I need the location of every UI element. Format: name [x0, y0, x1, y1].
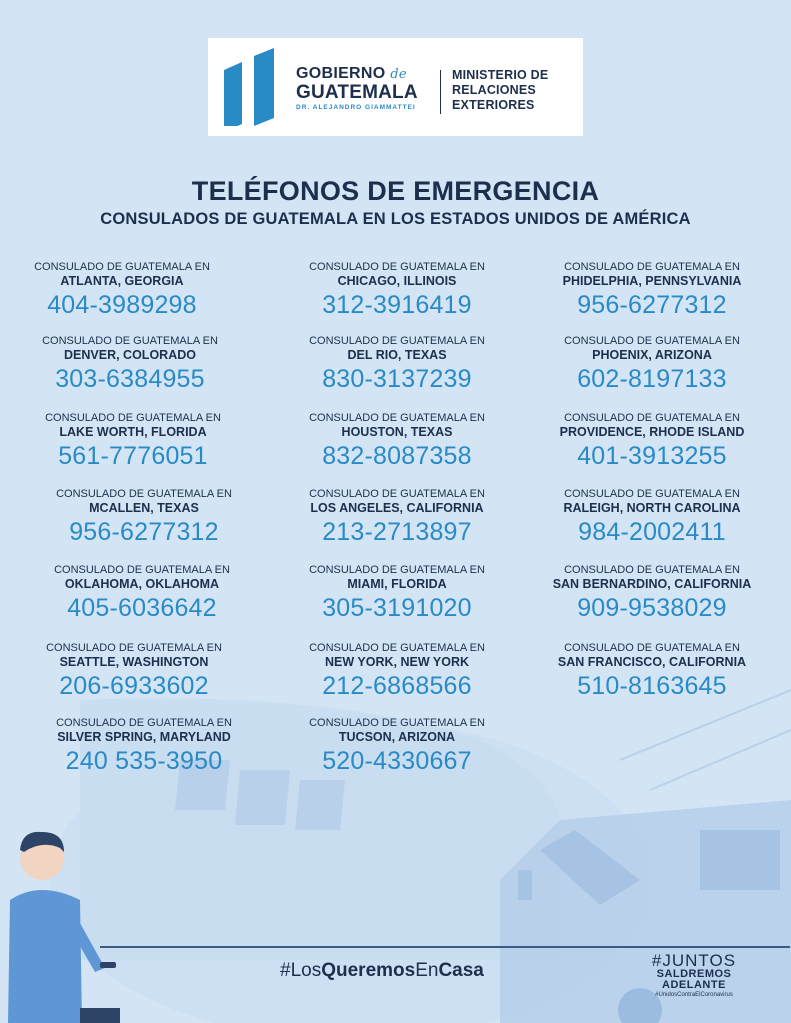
consulate-prefix: CONSULADO DE GUATEMALA EN: [309, 335, 485, 347]
consulate-phone[interactable]: 956-6277312: [577, 291, 727, 319]
consulate-city: SILVER SPRING, MARYLAND: [57, 730, 231, 744]
saldremos-text: SALDREMOS: [656, 968, 732, 980]
consulate-phone[interactable]: 956-6277312: [69, 518, 219, 546]
consulate-prefix: CONSULADO DE GUATEMALA EN: [309, 412, 485, 424]
logo-guatemala: GUATEMALA: [296, 82, 418, 103]
guatemala-flag-bars-icon: [222, 48, 286, 126]
consulate-phone[interactable]: 401-3913255: [577, 442, 727, 470]
consulate-phone[interactable]: 602-8197133: [577, 365, 727, 393]
consulate-city: HOUSTON, TEXAS: [341, 425, 453, 439]
logo-divider: [440, 70, 441, 114]
consulate-city: RALEIGH, NORTH CAROLINA: [563, 501, 741, 515]
consulate-entry: [19, 487, 269, 547]
hashtag-word-1: Los: [290, 960, 322, 981]
consulate-prefix: CONSULADO DE GUATEMALA EN: [45, 412, 221, 424]
government-logo: [208, 38, 583, 136]
hashtag-campaign: [280, 960, 484, 982]
consulate-phone[interactable]: 510-8163645: [577, 672, 727, 700]
consulate-city: PROVIDENCE, RHODE ISLAND: [559, 425, 745, 439]
logo-de: de: [390, 67, 407, 82]
consulate-entry: [272, 716, 522, 776]
consulate-prefix: CONSULADO DE GUATEMALA EN: [309, 564, 485, 576]
consulate-phone[interactable]: 909-9538029: [577, 594, 727, 622]
juntos-logo: [644, 952, 744, 1000]
consulate-prefix: CONSULADO DE GUATEMALA EN: [564, 261, 740, 273]
consulate-city: SEATTLE, WASHINGTON: [59, 655, 209, 669]
consulate-prefix: CONSULADO DE GUATEMALA EN: [564, 564, 740, 576]
consulate-entry: [272, 563, 522, 623]
consulate-city: CHICAGO, ILLINOIS: [337, 274, 457, 288]
ministerio-wordmark: [452, 68, 548, 113]
consulate-phone[interactable]: 212-6868566: [322, 672, 472, 700]
consulate-phone[interactable]: 206-6933602: [59, 672, 209, 700]
consulate-entry: [272, 641, 522, 701]
consulate-entry: [272, 260, 522, 320]
consulate-phone[interactable]: 312-3916419: [322, 291, 472, 319]
consulate-city: MCALLEN, TEXAS: [89, 501, 199, 515]
consulate-city: ATLANTA, GEORGIA: [60, 274, 184, 288]
ministerio-line2: RELACIONES: [452, 83, 536, 97]
consulate-phone[interactable]: 984-2002411: [578, 518, 726, 546]
consulate-city: DENVER, COLORADO: [64, 348, 196, 362]
logo-gobierno: GOBIERNO: [296, 65, 386, 82]
consulate-city: SAN BERNARDINO, CALIFORNIA: [552, 577, 752, 591]
consulate-city: NEW YORK, NEW YORK: [325, 655, 469, 669]
ministerio-line3: EXTERIORES: [452, 98, 535, 112]
consulate-phone[interactable]: 405-6036642: [67, 594, 217, 622]
juntos-text: #JUNTOS: [651, 951, 737, 970]
hashtag-hash: #: [280, 960, 291, 981]
consulate-entry: [8, 411, 258, 471]
consulate-city: TUCSON, ARIZONA: [338, 730, 456, 744]
hashtag-word-3: En: [415, 960, 439, 981]
consulate-city: LOS ANGELES, CALIFORNIA: [310, 501, 484, 515]
consulate-city: PHIDELPHIA, PENNSYLVANIA: [562, 274, 742, 288]
consulate-entry: [5, 334, 255, 394]
consulate-city: LAKE WORTH, FLORIDA: [59, 425, 207, 439]
consulate-phone[interactable]: 303-6384955: [55, 365, 205, 393]
consulate-prefix: CONSULADO DE GUATEMALA EN: [564, 488, 740, 500]
consulate-entry: [17, 563, 267, 623]
consulate-phone[interactable]: 520-4330667: [322, 747, 472, 775]
consulate-phone[interactable]: 561-7776051: [58, 442, 208, 470]
consulate-phone[interactable]: 305-3191020: [322, 594, 472, 622]
consulate-entry: [9, 641, 259, 701]
consulate-entry: [527, 487, 777, 547]
consulate-city: OKLAHOMA, OKLAHOMA: [64, 577, 220, 591]
consulate-phone[interactable]: 404-3989298: [47, 291, 197, 319]
page-title: TELÉFONOS DE EMERGENCIA: [191, 176, 600, 206]
consulate-prefix: CONSULADO DE GUATEMALA EN: [56, 717, 232, 729]
consulate-prefix: CONSULADO DE GUATEMALA EN: [46, 642, 222, 654]
consulate-phone[interactable]: 240 535-3950: [65, 747, 223, 775]
consulate-phone[interactable]: 832-8087358: [322, 442, 472, 470]
consulate-city: SAN FRANCISCO, CALIFORNIA: [557, 655, 747, 669]
hashtag-word-2: Queremos: [321, 960, 416, 981]
page-subtitle: CONSULADOS DE GUATEMALA EN LOS ESTADOS UNIDOS DE AMÉRICA: [100, 210, 691, 228]
consulate-prefix: CONSULADO DE GUATEMALA EN: [564, 335, 740, 347]
consulate-entry: [19, 716, 269, 776]
consulate-prefix: CONSULADO DE GUATEMALA EN: [309, 717, 485, 729]
consulate-city: PHOENIX, ARIZONA: [592, 348, 712, 362]
consulate-city: DEL RIO, TEXAS: [347, 348, 447, 362]
consulate-entry: [527, 641, 777, 701]
consulate-entry: [272, 487, 522, 547]
consulate-prefix: CONSULADO DE GUATEMALA EN: [309, 261, 485, 273]
consulate-entry: [0, 260, 247, 320]
consulate-entry: [272, 411, 522, 471]
consulate-prefix: CONSULADO DE GUATEMALA EN: [42, 335, 218, 347]
consulate-entry: [527, 260, 777, 320]
adelante-text: ADELANTE: [662, 979, 726, 991]
hashtag-word-4: Casa: [438, 960, 484, 981]
consulate-city: MIAMI, FLORIDA: [347, 577, 447, 591]
consulate-phone[interactable]: 213-2713897: [322, 518, 472, 546]
consulate-entry: [272, 334, 522, 394]
consulate-prefix: CONSULADO DE GUATEMALA EN: [309, 488, 485, 500]
footer-divider: [100, 946, 790, 948]
consulate-prefix: CONSULADO DE GUATEMALA EN: [34, 261, 210, 273]
consulate-phone[interactable]: 830-3137239: [322, 365, 472, 393]
consulate-prefix: CONSULADO DE GUATEMALA EN: [56, 488, 232, 500]
consulate-entry: [527, 563, 777, 623]
consulate-prefix: CONSULADO DE GUATEMALA EN: [564, 642, 740, 654]
consulate-prefix: CONSULADO DE GUATEMALA EN: [309, 642, 485, 654]
logo-presidente: DR. ALEJANDRO GIAMMATTEI: [296, 104, 416, 111]
ministerio-line1: MINISTERIO DE: [452, 68, 549, 82]
consulate-prefix: CONSULADO DE GUATEMALA EN: [564, 412, 740, 424]
consulate-prefix: CONSULADO DE GUATEMALA EN: [54, 564, 230, 576]
gobierno-wordmark: [296, 66, 418, 111]
consulate-entry: [527, 334, 777, 394]
coronavirus-tag: #UnidosContraElCoronavirus: [655, 992, 733, 998]
consulate-entry: [527, 411, 777, 471]
